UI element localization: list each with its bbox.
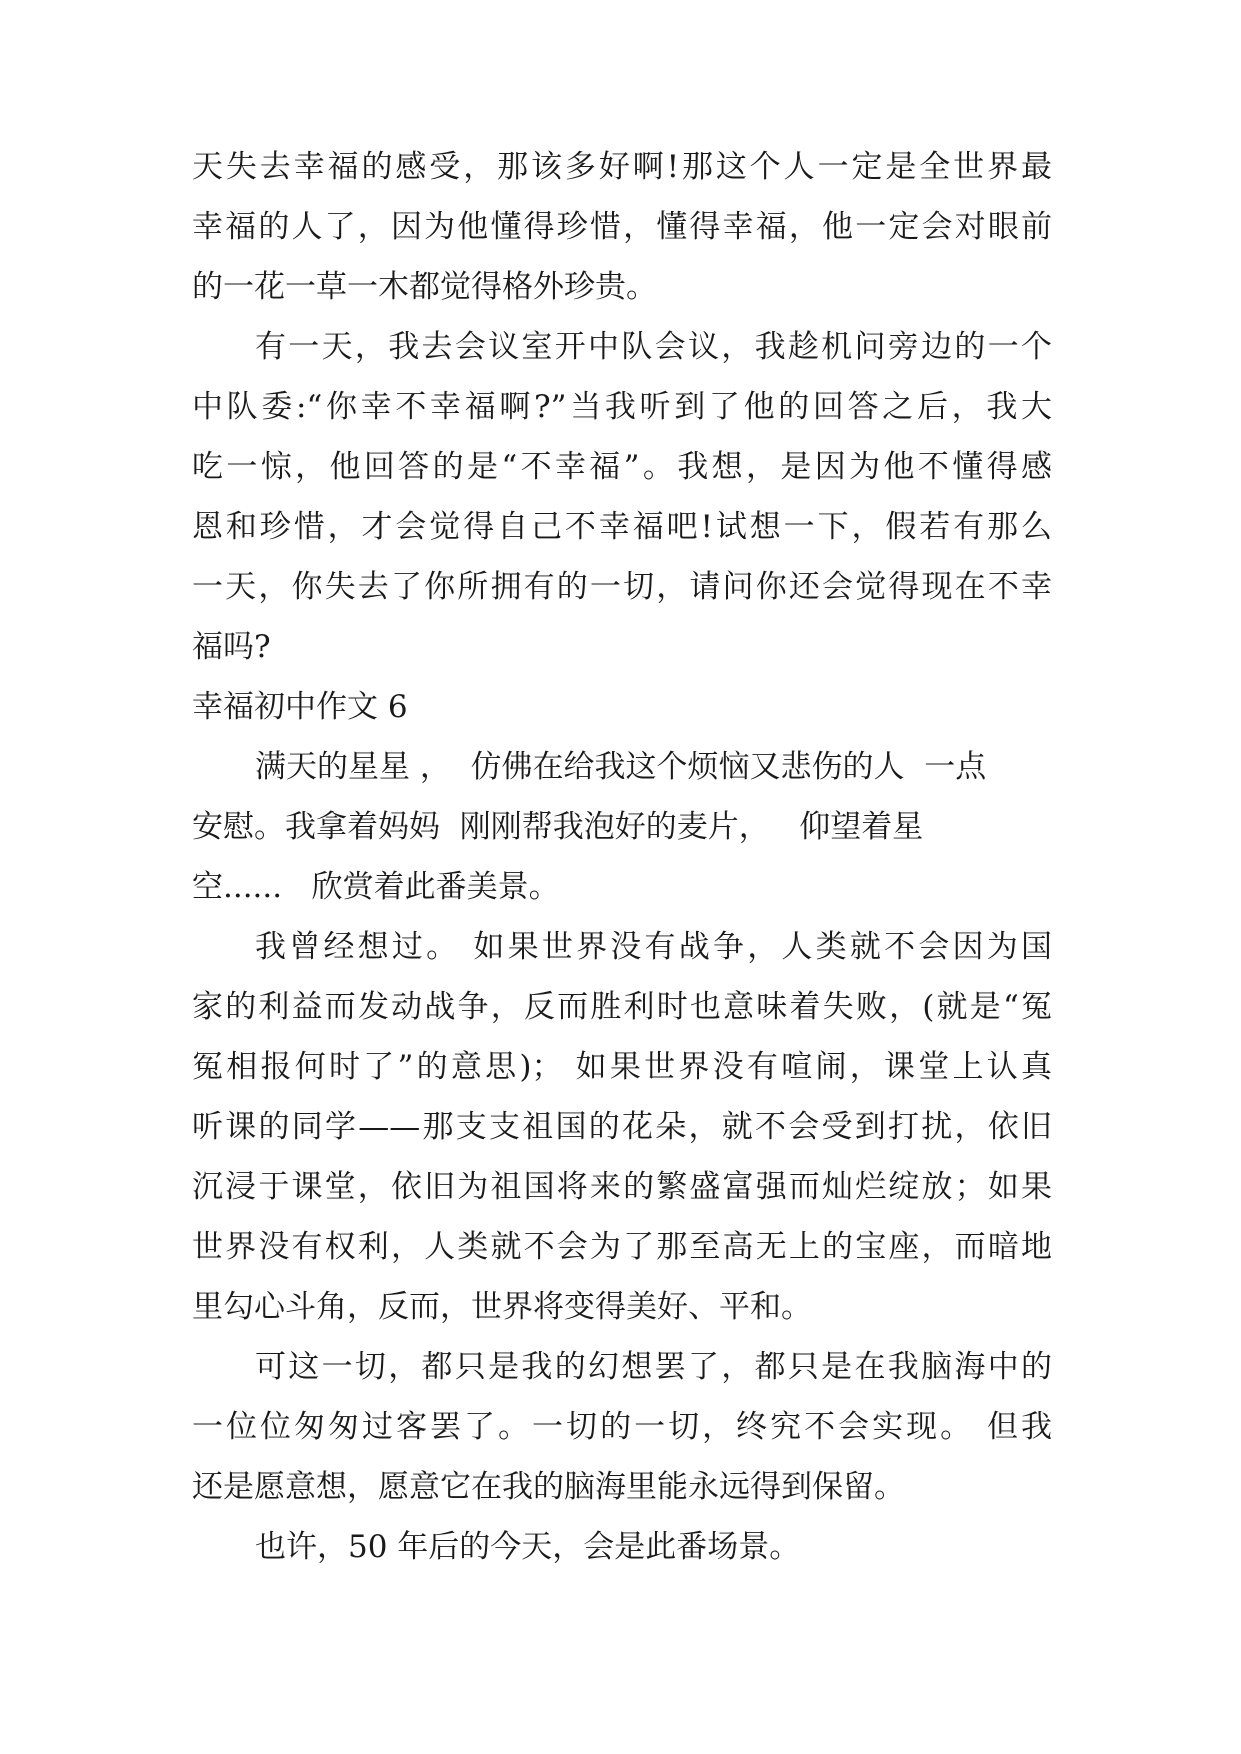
paragraph-first-line: 可这一切，都只是我的幻想罢了，都只是在我脑海中的 (255, 1349, 1052, 1385)
section-heading: 幸福初中作文 6 (192, 689, 408, 725)
text-line: 一位位匆匆过客罢了。一切的一切，终究不会实现。 但我 (192, 1409, 1052, 1445)
paragraph-first-line: 有一天，我去会议室开中队会议，我趁机问旁边的一个 (255, 329, 1052, 365)
text-line: 吃一惊，他回答的是“不幸福”。我想，是因为他不懂得感 (192, 449, 1052, 485)
text-line: 家的利益而发动战争，反而胜利时也意味着失败，(就是“冤 (192, 989, 1052, 1025)
text-line: 世界没有权利，人类就不会为了那至高无上的宝座，而暗地 (192, 1229, 1052, 1265)
text-line: 听课的同学——那支支祖国的花朵，就不会受到打扰，依旧 (192, 1109, 1052, 1145)
text-line: 的一花一草一木都觉得格外珍贵。 (192, 269, 657, 305)
text-line: 沉浸于课堂，依旧为祖国将来的繁盛富强而灿烂绽放；如果 (192, 1169, 1052, 1205)
text-line: 还是愿意想，愿意它在我的脑海里能永远得到保留。 (192, 1469, 905, 1505)
text-line: 空...... 欣赏着此番美景。 (192, 869, 560, 905)
text-line: 里勾心斗角，反而，世界将变得美好、平和。 (192, 1289, 812, 1325)
text-line: 冤相报何时了”的意思)； 如果世界没有喧闹，课堂上认真 (192, 1049, 1052, 1085)
text-line: 安慰。我拿着妈妈 刚刚帮我泡好的麦片， 仰望着星 (192, 809, 924, 845)
text-line: 福吗? (192, 629, 271, 665)
text-line: 天失去幸福的感受，那该多好啊!那这个人一定是全世界最 (192, 149, 1052, 185)
text-line: 一天，你失去了你所拥有的一切，请问你还会觉得现在不幸 (192, 569, 1052, 605)
paragraph-first-line: 满天的星星 ， 仿佛在给我这个烦恼又悲伤的人 一点 (255, 749, 987, 785)
paragraph-first-line: 我曾经想过。 如果世界没有战争，人类就不会因为国 (255, 929, 1052, 965)
text-line: 幸福的人了，因为他懂得珍惜，懂得幸福，他一定会对眼前 (192, 209, 1052, 245)
text-line: 恩和珍惜，才会觉得自己不幸福吧!试想一下，假若有那么 (192, 509, 1052, 545)
paragraph-first-line: 也许，50 年后的今天，会是此番场景。 (255, 1529, 801, 1565)
text-line: 中队委:“你幸不幸福啊?”当我听到了他的回答之后，我大 (192, 389, 1052, 425)
